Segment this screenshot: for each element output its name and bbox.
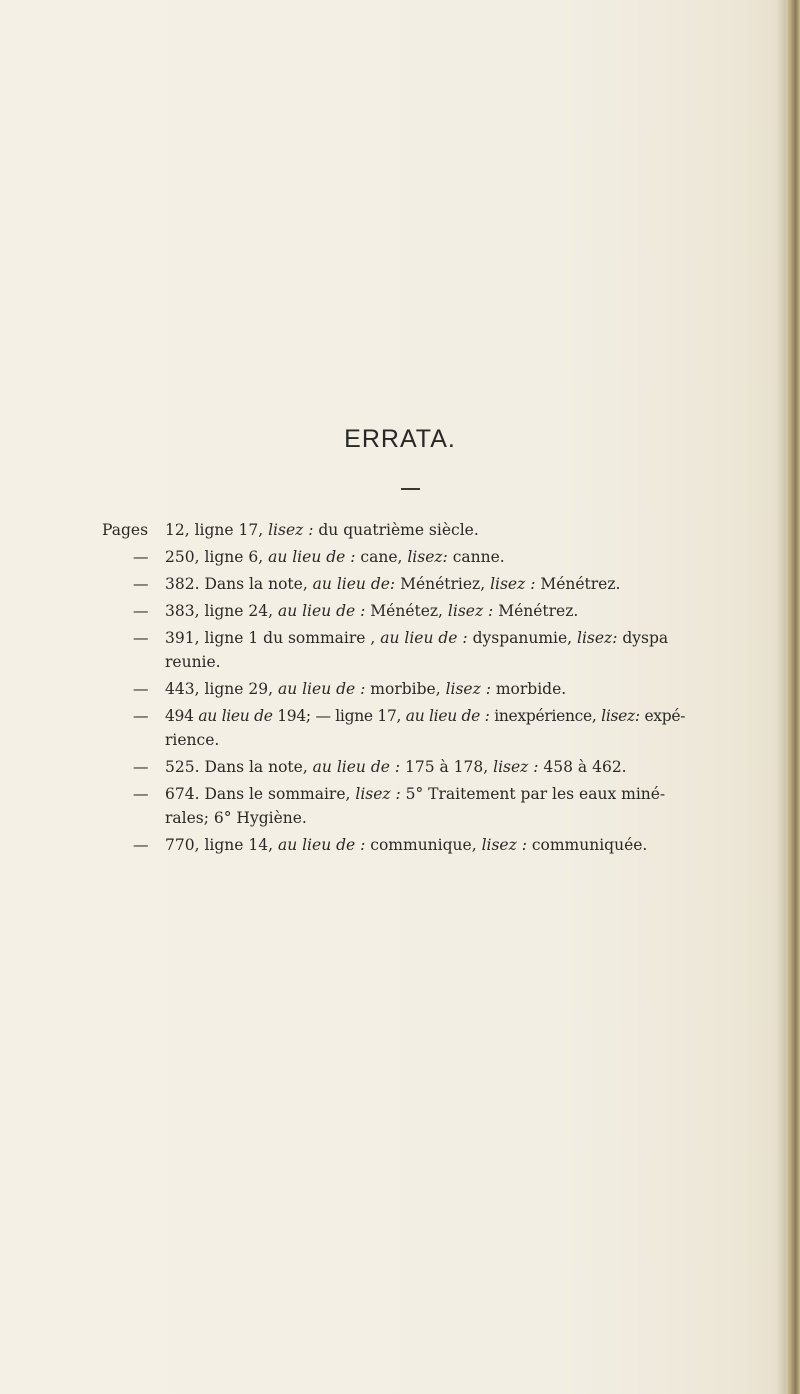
entry-lead: — (133, 680, 149, 698)
entry-lead: — (133, 707, 149, 725)
entry-text: 250, ligne 6, au lieu de : cane, lisez: canne. (165, 548, 505, 566)
page-edge (786, 0, 800, 1394)
entry-text: 382. Dans la note, au lieu de: Ménétriez, lisez : Ménétrez. (165, 575, 621, 593)
entry-lead: — (133, 575, 149, 593)
entry-lead: — (133, 548, 149, 566)
gutter-shadow (776, 0, 786, 1394)
title-rule (401, 488, 420, 490)
page-title: ERRATA. (344, 425, 456, 453)
entry-lead: — (133, 758, 149, 776)
entry-text: 391, ligne 1 du sommaire , au lieu de : dyspanumie, lisez: dyspa (165, 629, 669, 647)
entry-lead: — (133, 629, 149, 647)
entry-text: 12, ligne 17, lisez : du quatrième siècle. (165, 521, 479, 539)
entry-text: 525. Dans la note, au lieu de : 175 à 178, lisez : 458 à 462. (165, 758, 627, 776)
entry-continuation: rience. (165, 731, 220, 749)
entry-lead: — (133, 602, 149, 620)
entry-continuation: rales; 6° Hygiène. (165, 809, 307, 827)
entry-lead: — (133, 785, 149, 803)
entry-text: 770, ligne 14, au lieu de : communique, lisez : communiquée. (165, 836, 648, 854)
entry-text: 674. Dans le sommaire, lisez : 5° Traitement par les eaux miné- (165, 785, 666, 803)
entry-lead: — (133, 836, 149, 854)
entry-text: 494 au lieu de 194; — ligne 17, au lieu de : inexpérience, lisez: expé- (165, 707, 686, 725)
entry-continuation: reunie. (165, 653, 221, 671)
entry-text: 383, ligne 24, au lieu de : Ménétez, lisez : Ménétrez. (165, 602, 579, 620)
entry-lead: Pages (102, 521, 149, 539)
entry-text: 443, ligne 29, au lieu de : morbibe, lisez : morbide. (165, 680, 567, 698)
